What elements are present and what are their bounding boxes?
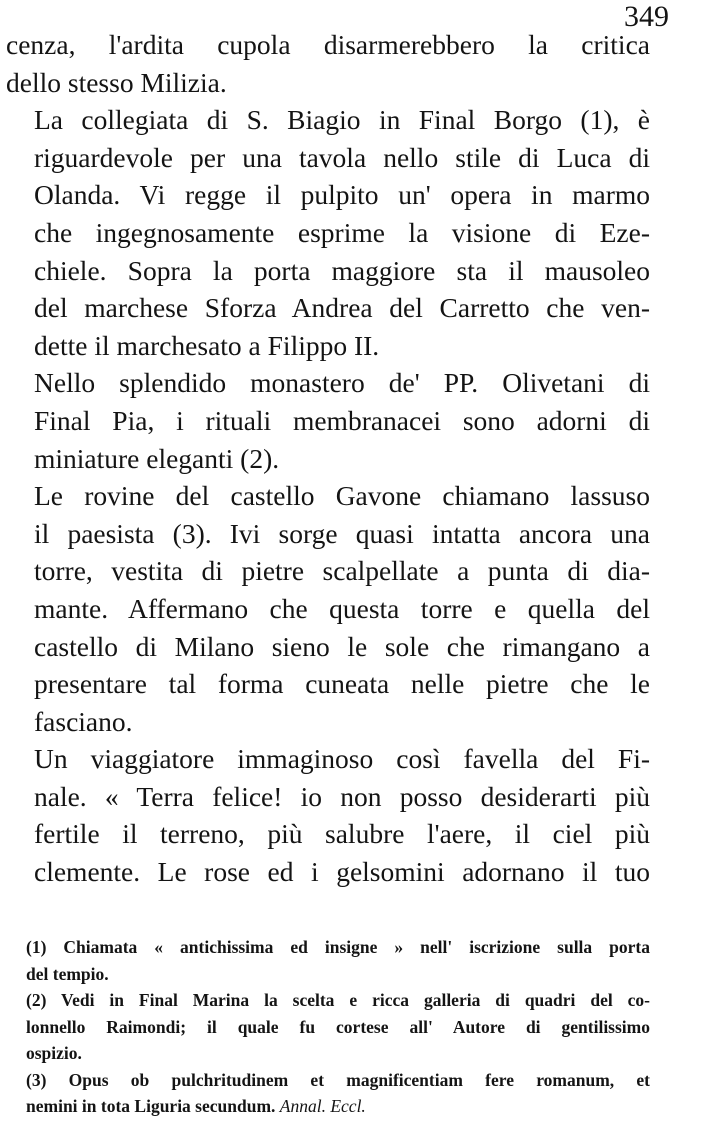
text-line: fasciano. [34,705,133,737]
text-line: chiele. Sopra la porta maggiore sta il mausoleo [34,254,650,286]
text-line: torre, vestita di pietre scalpellate a punta di dia- [34,555,650,587]
footnote-line: ospizio. [26,1043,82,1063]
text-line: Nello splendido monastero de' PP. Olivetani di [34,367,650,399]
text-line: nale. « Terra felice! io non posso desiderarti più [34,780,650,812]
text-line: Le rovine del castello Gavone chiamano lassuso [34,480,650,512]
text-line: che ingegnosamente esprime la visione di Eze- [34,216,650,248]
text-line: dette il marchesato a Filippo II. [34,329,380,361]
footnote-line: lonnello Raimondi; il quale fu cortese all' Autore di gentilissimo [26,1016,650,1037]
citation-reference: Annal. Eccl. [279,1096,366,1116]
body-text [6,26,650,891]
paragraph [6,364,650,477]
footnote [6,934,650,987]
text-line: fertile il terreno, più salubre l'aere, il ciel più [34,818,650,850]
footnote-text: nemini in tota Liguria secundum. [26,1096,276,1116]
text-line: mante. Affermano che questa torre e quella del [34,592,650,624]
text-line: dello stesso Milizia. [6,66,227,98]
footnote [6,987,650,1067]
text-line: clemente. Le rose ed i gelsomini adornano il tuo [34,856,650,888]
paragraph [6,477,650,740]
paragraph [6,26,650,101]
footnote-line: (1) Chiamata « antichissima ed insigne » nell' iscrizione sulla porta [26,937,650,957]
footnote-line: del tempio. [26,963,109,984]
paragraph [6,740,650,890]
text-line: Final Pia, i rituali membranacei sono adorni di [34,404,650,436]
text-line: cenza, l'ardita cupola disarmerebbero la critica [6,29,650,60]
text-line: miniature eleganti (2). [34,442,280,474]
page-number: 349 [624,0,669,33]
text-line: il paesista (3). Ivi sorge quasi intatta ancora una [34,517,650,549]
footnote [6,1067,650,1120]
text-line: castello di Milano sieno le sole che rimangano a [34,630,650,662]
footnotes [6,934,650,1120]
text-line: Un viaggiatore immaginoso così favella del Fi- [34,743,650,775]
paragraph [6,101,650,364]
footnote-line: (3) Opus ob pulchritudinem et magnificentiam fere romanum, et [26,1069,650,1090]
footnote-line: (2) Vedi in Final Marina la scelta e ricca galleria di quadri del co- [26,990,650,1010]
text-line: riguardevole per una tavola nello stile di Luca di [34,141,650,173]
text-line: Olanda. Vi regge il pulpito un' opera in marmo [34,179,650,211]
footnote-line [6,1093,650,1120]
text-line: del marchese Sforza Andrea del Carretto che ven- [34,292,650,324]
text-line: presentare tal forma cuneata nelle pietre che le [34,668,650,700]
text-line: La collegiata di S. Biagio in Final Borgo (1), è [34,104,650,136]
